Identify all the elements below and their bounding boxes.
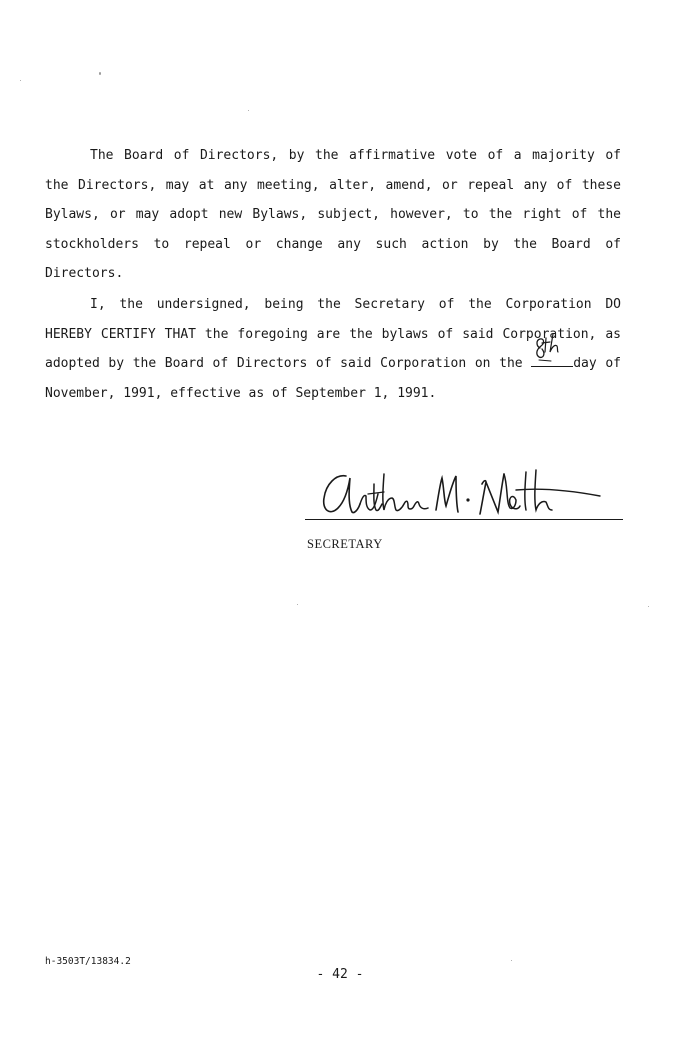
secretary-certification-paragraph (45, 290, 621, 408)
handwritten-day-field (531, 352, 573, 367)
scan-speck (248, 110, 249, 111)
page-number: - 42 - (316, 967, 364, 982)
scan-speck (20, 80, 21, 81)
document-code: h-3503T/13834.2 (45, 956, 131, 967)
signature-title: SECRETARY (307, 537, 383, 551)
bylaws-amendment-paragraph: The Board of Directors, by the affirmative vote of a majority of the Directors, may at any meeting, alter, amend, or repeal any of these Bylaws, or may adopt new Bylaws, subject, however, to the right of the stockholders to repeal or change any such action by the Board of Directors. (45, 148, 621, 282)
handwritten-signature (318, 464, 608, 522)
scan-speck (99, 72, 101, 75)
handwritten-day-8th (531, 334, 575, 364)
scan-speck (297, 604, 298, 605)
signature-line (305, 519, 623, 520)
scan-speck (511, 960, 512, 961)
certification-text-part2: day of November, 1991, effective as of September 1, 1991. (45, 356, 621, 401)
secretary-signature (318, 464, 608, 526)
scan-speck (648, 606, 649, 607)
certification-text-part1: I, the undersigned, being the Secretary of the Corporation DO HEREBY CERTIFY THAT the foregoing are the bylaws of said Corporation, as adopted by the Board of Directors of said Corporation on the (45, 297, 621, 372)
